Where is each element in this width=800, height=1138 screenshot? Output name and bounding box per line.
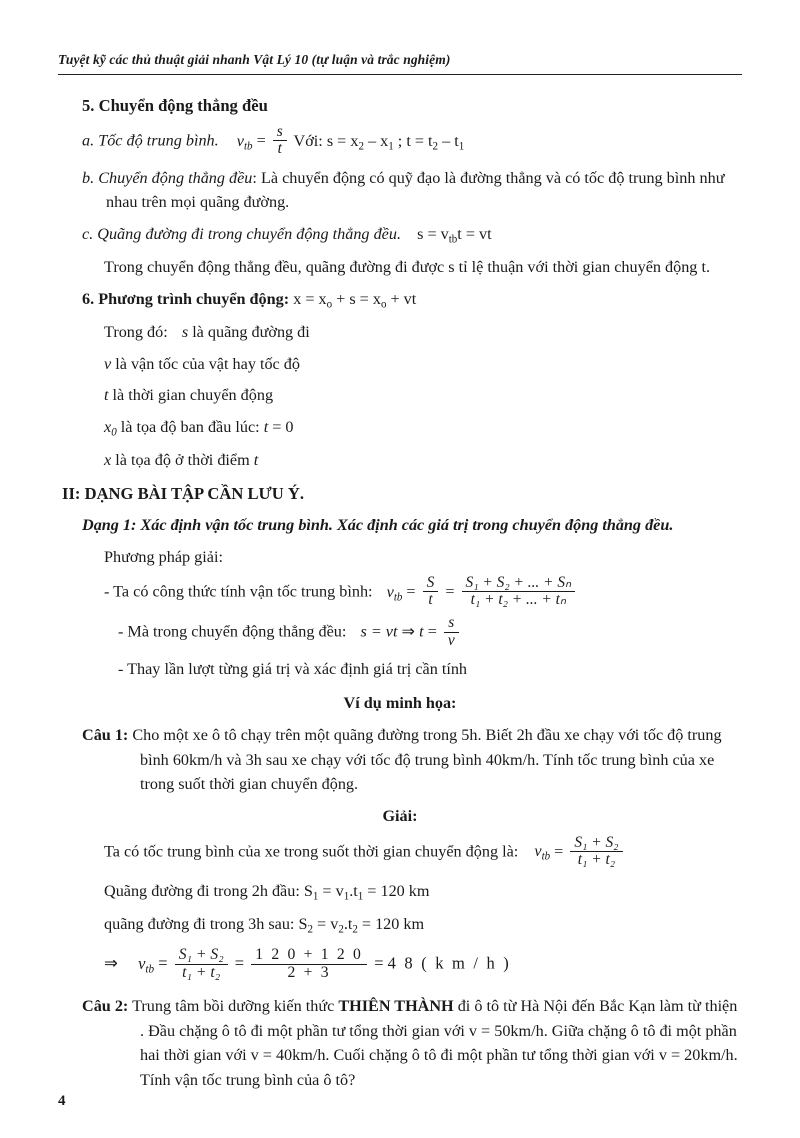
var-t-ref-2: t [253,451,259,470]
running-header: Tuyệt kỹ các thủ thuật giải nhanh Vật Lý 10 (tự luận và trắc nghiệm) [58,52,451,67]
var-x-desc: là tọa độ ở thời điểm [111,451,254,470]
var-s-desc: là quãng đường đi [188,322,310,341]
page-content [58,52,742,1100]
formula-vtb-3: $v_{tb}$ [534,841,551,863]
var-v-desc: là vận tốc của vật hay tốc độ [111,354,300,373]
heading-solution: Giải: [382,806,418,825]
method-step-2 [118,616,742,649]
question-1-text: Cho một xe ô tô chạy trên một quãng đường trong 5h. Biết 2h đầu xe chạy với tốc độ trung bình 60km/h và 3h sau xe chạy với tốc độ trung bình 40km/h. Tính tốc trung bình của xe trong suốt thời gian chuyển động. [128,726,722,794]
fraction-s-over-t: $\frac{s}{t}$ [273,124,287,157]
page-number: 4 [58,1093,66,1109]
eq-7: = [374,954,384,974]
fraction-sum-S-over-sum-t: $\frac{\text{S₁ + S₂ + ... + Sₙ}}{\text{t₁ + t₂ + ... + tₙ}}$ [462,575,576,608]
eq-3: = [427,622,437,641]
section-6-line-t [104,383,742,408]
question-2-label: Câu 2: [82,997,129,1016]
var-v: v [104,354,112,373]
method-step-3: - Thay lần lượt từng giá trị và xác định giá trị cần tính [118,659,468,678]
item-5c [82,222,742,248]
header-rule [58,74,742,75]
method-step-1-text: - Ta có công thức tính vận tốc trung bình: [104,582,373,601]
formula-vtb-4: $v_{tb}$ [138,954,155,976]
question-2-emphasis: THIÊN THÀNH [338,997,454,1016]
var-t-ref: t [263,417,269,436]
item-5b-label: b. Chuyển động thẳng đều [82,168,253,187]
heading-example: Ví dụ minh họa: [343,694,457,713]
solution-line-2: Quãng đường đi trong 2h đầu: $S_1 = v_1.t_1 = 120$ km [104,881,430,903]
solution-line-1 [104,833,742,869]
question-1 [82,723,742,797]
var-x0-desc-tail: = 0 [268,417,294,436]
formula-vtb-symbol: $v_{tb}$ [236,131,253,153]
body-text [58,93,742,1093]
var-s: s [181,322,189,341]
item-5c-formula: $s = v_{tb}t$ = vt [417,224,492,246]
section-6-intro [104,320,742,345]
item-5b-text: : Là chuyển động có quỹ đạo là đường thẳng và có tốc độ trung bình như nhau trên mọi quãng đường. [106,168,725,212]
formula-vtb-2: $v_{tb}$ [386,582,403,604]
eq-2: = [445,582,455,601]
var-x0: $x_0$ [104,417,117,439]
var-t-desc: là thời gian chuyển động [108,386,274,405]
implies-arrow-2: ⇒ [104,954,118,974]
method-step-2-text: - Mà trong chuyển động thẳng đều: [118,622,347,641]
section-6-intro-label: Trong đó: [104,322,168,341]
item-5a [82,125,742,158]
question-2-text-2: đi ô tô từ Hà Nội đến Bắc Kạn làm từ thiện . Đầu chặng ô tô đi một phần tư tổng thời gian với v = 50km/h. Giữa chặng ô tô đi một phần hai thời gian với v = 40km/h. Cuối chặng ô tô đi một phần tư tổng thời gian với v = 20km/h. Tính vận tốc trung bình của ô tô? [140,997,738,1090]
fraction-S1S2-over-t1t2-2: $\frac{\text{S₁ + S₂}}{\text{t₁ + t₂}}$ [175,947,228,981]
fraction-S1S2-over-t1t2: $\frac{\text{S₁ + S₂}}{\text{t₁ + t₂}}$ [570,835,622,868]
section-6-line-x0 [104,415,742,441]
question-1-label: Câu 1: [82,726,129,744]
solution-line-3: quãng đường đi trong 3h sau: $S_2 = v_2.t_2 = 120$ km [104,915,425,936]
heading-section-6-label: 6. Phương trình chuyển động: [82,289,290,308]
heading-part-2: II: DẠNG BÀI TẬP CẦN LƯU Ý. [62,483,305,503]
fraction-S-over-t: $\frac{S}{t}$ [423,575,439,608]
item-5b [82,166,742,215]
section-6-line-x [104,448,742,473]
formula-5a-conditions: Với: $s = x_2 - x_1$ ; $t = t_2 - t_1$ [293,131,465,153]
heading-dang-1: Dạng 1: Xác định vận tốc trung bình. Xác định các giá trị trong chuyển động thẳng đều. [82,515,674,534]
method-label: Phương pháp giải: [104,547,223,566]
method-step-1 [104,576,742,609]
var-t: t [104,386,109,405]
solution-line-1-text: Ta có tốc trung bình của xe trong suốt thời gian chuyển động là: [104,841,519,860]
heading-section-6 [82,287,742,313]
question-2 [82,994,742,1093]
eq-1: = [406,582,416,601]
item-5c-paragraph: Trong chuyển động thẳng đều, quãng đường đi được s tỉ lệ thuận với thời gian chuyển động t. [104,258,710,277]
var-x: x [104,451,112,470]
result-value: 4 8 ( k m / h ) [387,954,511,974]
eq-4: = [554,841,564,860]
var-t-3: t [419,622,424,641]
heading-section-5: 5. Chuyển động thẳng đều [82,96,268,115]
solution-final-equation [104,948,742,982]
question-2-text-1: Trung tâm bồi dưỡng kiến thức [128,997,339,1016]
fraction-numbers: $\frac{1 2 0 + 1 2 0}{2 + 3}$ [251,947,367,981]
formula-equals: = [256,131,266,150]
eq-5: = [158,954,168,974]
fraction-s-over-v: $\frac{s}{v}$ [444,615,459,648]
var-x0-desc: là tọa độ ban đầu lúc: [116,417,264,436]
item-5a-label: a. Tốc độ trung bình. [82,131,219,150]
section-6-line-v [104,352,742,377]
implies-arrow: ⇒ [401,622,416,641]
formula-s-vt: s = vt [360,622,398,641]
eq-6: = [234,954,245,974]
heading-section-6-formula: $x = x_o + s = x_o$ + vt [289,289,417,311]
item-5c-label: c. Quãng đường đi trong chuyển động thẳng đều. [82,224,401,243]
